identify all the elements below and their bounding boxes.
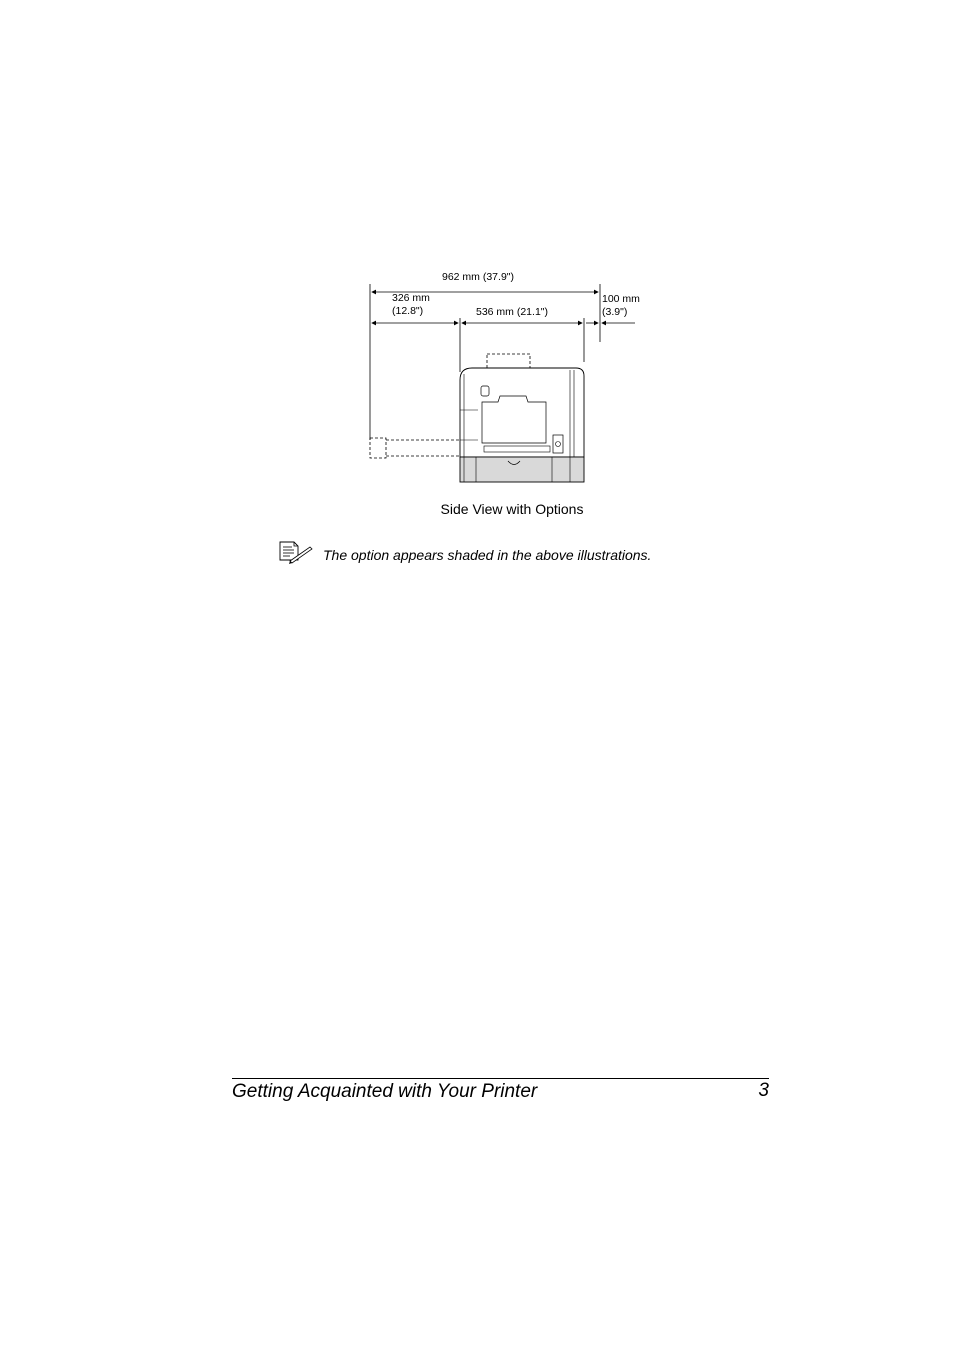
shaded-option-tray bbox=[460, 457, 584, 482]
footer-divider bbox=[232, 1078, 769, 1079]
dimension-label-body: 536 mm (21.1") bbox=[476, 306, 549, 318]
side-view-diagram bbox=[360, 262, 650, 492]
power-switch bbox=[553, 435, 563, 453]
figure-caption: Side View with Options bbox=[440, 501, 584, 517]
dimension-label-front-in: (3.9") bbox=[602, 306, 628, 318]
note-text: The option appears shaded in the above illustrations. bbox=[323, 547, 652, 563]
printer-rear-cover bbox=[482, 396, 546, 443]
footer-page-number: 3 bbox=[758, 1080, 769, 1101]
dimension-label-front-mm: 100 mm bbox=[602, 293, 640, 305]
dimension-label-rear-mm: 326 mm bbox=[392, 292, 430, 304]
note-pencil-icon bbox=[278, 540, 314, 564]
top-option-outline bbox=[487, 354, 530, 368]
dimension-label-rear-in: (12.8") bbox=[392, 305, 424, 317]
footer-chapter-title: Getting Acquainted with Your Printer bbox=[232, 1081, 538, 1102]
rear-option-outline bbox=[370, 438, 386, 458]
dimension-label-total: 962 mm (37.9") bbox=[442, 271, 515, 283]
